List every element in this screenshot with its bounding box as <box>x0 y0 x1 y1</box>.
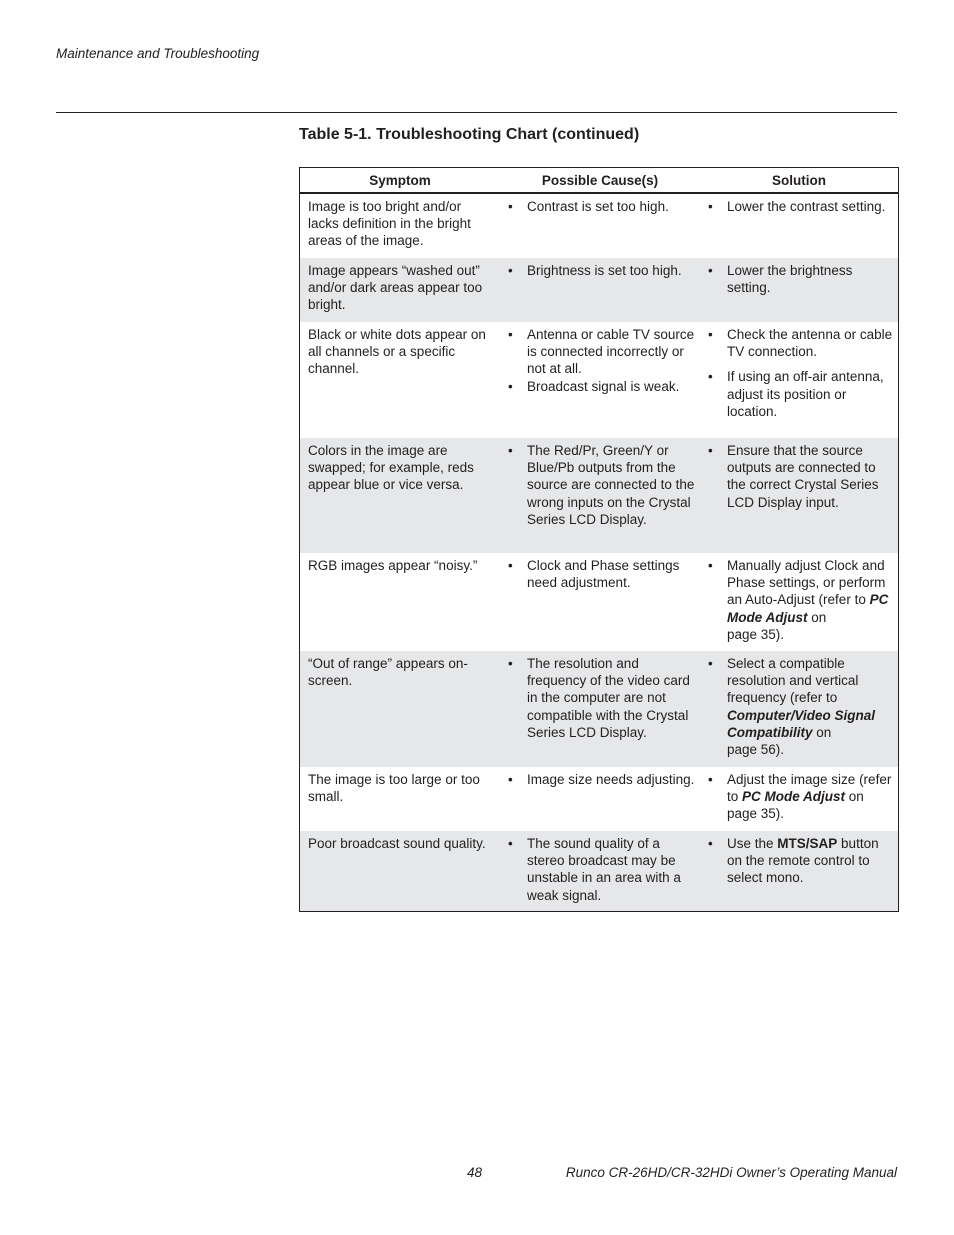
table-row <box>300 258 898 322</box>
cause-item: Image size needs adjusting. <box>527 772 695 787</box>
cause-item: Contrast is set too high. <box>527 199 669 214</box>
solution-cell <box>700 767 898 831</box>
solution-item <box>727 655 894 758</box>
manual-title: Runco CR-26HD/CR-32HDi Owner’s Operating Manual <box>565 1165 897 1180</box>
solution-item <box>727 771 894 823</box>
solution-text: Select a compatible resolution and vertical frequency (refer to <box>727 656 859 706</box>
cause-item: Brightness is set too high. <box>527 263 682 278</box>
symptom-cell: Black or white dots appear on all channels or a specific channel. <box>308 327 486 377</box>
causes-cell <box>500 831 700 911</box>
bullet: • <box>508 443 513 458</box>
page-reference: page 35). <box>727 626 785 642</box>
bullet: • <box>708 369 713 385</box>
table-row <box>300 767 898 831</box>
table-row <box>300 438 898 553</box>
causes-cell <box>500 651 700 767</box>
symptom-cell: Image is too bright and/or lacks definition in the bright areas of the image. <box>308 199 471 249</box>
cross-reference-link[interactable]: PC Mode Adjust <box>742 789 846 805</box>
bullet: • <box>708 772 713 787</box>
cause-item: Antenna or cable TV source is connected incorrectly or not at all. <box>527 327 695 377</box>
bullet: • <box>508 656 513 671</box>
symptom-cell: “Out of range” appears on-screen. <box>308 656 468 689</box>
causes-cell <box>500 322 700 438</box>
solution-item: Ensure that the source outputs are connected to the correct Crystal Series LCD Display input. <box>727 443 879 510</box>
solution-text: on <box>807 609 827 625</box>
bullet: • <box>708 836 713 851</box>
bullet: • <box>508 199 513 214</box>
solution-item: Check the antenna or cable TV connection. <box>727 327 893 360</box>
solution-text: button on the remote control to select mono. <box>727 836 879 886</box>
cause-item: Broadcast signal is weak. <box>527 378 680 394</box>
solution-item: Lower the brightness setting. <box>727 263 853 296</box>
solution-text: on <box>845 789 864 805</box>
page-reference: page 56). <box>727 742 785 758</box>
symptom-cell: Poor broadcast sound quality. <box>308 836 486 851</box>
solution-item: Lower the contrast setting. <box>727 199 886 214</box>
symptom-cell: RGB images appear “noisy.” <box>308 558 478 573</box>
causes-cell <box>500 553 700 651</box>
bullet: • <box>708 199 713 214</box>
column-header-causes: Possible Cause(s) <box>541 172 659 188</box>
cause-item: The sound quality of a stereo broadcast may be unstable in an area with a weak signal. <box>527 836 681 903</box>
bullet: • <box>708 558 713 573</box>
cross-reference-link[interactable]: PC Mode Adjust <box>727 592 889 625</box>
cross-reference-link[interactable]: Computer/Video Signal Compatibility <box>727 707 876 740</box>
mts-sap-button-label: MTS/SAP <box>777 836 838 851</box>
bullet: • <box>708 443 713 458</box>
bullet: • <box>708 656 713 671</box>
bullet: • <box>508 836 513 851</box>
table-title: Table 5-1. Troubleshooting Chart (continued) <box>299 126 640 143</box>
causes-cell <box>500 438 700 553</box>
bullet: • <box>508 263 513 278</box>
solution-cell <box>700 194 898 258</box>
bullet: • <box>508 327 513 342</box>
troubleshooting-table <box>299 167 899 912</box>
solution-cell <box>700 553 898 651</box>
bullet: • <box>508 558 513 573</box>
solution-cell <box>700 651 898 767</box>
table-row <box>300 831 898 911</box>
solution-cell <box>700 831 898 911</box>
column-header-solution: Solution <box>772 172 826 188</box>
table-header <box>300 168 898 194</box>
page-number: 48 <box>467 1165 483 1180</box>
symptom-cell: The image is too large or too small. <box>308 772 480 805</box>
solution-item <box>727 835 894 887</box>
bullet: • <box>508 378 513 394</box>
page-reference: page 35). <box>727 806 785 822</box>
solution-text: Adjust the image size (refer to <box>727 772 892 805</box>
table-row <box>300 194 898 258</box>
causes-cell <box>500 258 700 322</box>
column-header-symptom: Symptom <box>369 172 431 188</box>
table-row <box>300 553 898 651</box>
running-head: Maintenance and Troubleshooting <box>56 46 260 61</box>
solution-cell <box>700 438 898 553</box>
header-rule <box>56 112 897 113</box>
solution-cell <box>700 322 898 438</box>
solution-cell <box>700 258 898 322</box>
causes-cell <box>500 194 700 258</box>
causes-cell <box>500 767 700 831</box>
solution-item <box>727 557 894 643</box>
table-row <box>300 651 898 767</box>
solution-item: If using an off-air antenna, adjust its position or location. <box>727 369 884 419</box>
solution-text: Use the <box>727 836 778 851</box>
solution-text: Manually adjust Clock and Phase settings, or perform an Auto-Adjust (refer to <box>727 558 886 608</box>
solution-text: on <box>812 724 832 740</box>
symptom-cell: Image appears “washed out” and/or dark areas appear too bright. <box>308 263 483 313</box>
bullet: • <box>708 263 713 278</box>
cause-item: The Red/Pr, Green/Y or Blue/Pb outputs from the source are connected to the wrong inputs on the Crystal Series LCD Display. <box>527 443 695 527</box>
table-row <box>300 322 898 438</box>
bullet: • <box>708 327 713 342</box>
cause-item: The resolution and frequency of the video card in the computer are not compatible with the Crystal Series LCD Display. <box>527 656 690 740</box>
cause-item: Clock and Phase settings need adjustment. <box>527 558 680 591</box>
bullet: • <box>508 772 513 787</box>
symptom-cell: Colors in the image are swapped; for example, reds appear blue or vice versa. <box>308 443 474 493</box>
